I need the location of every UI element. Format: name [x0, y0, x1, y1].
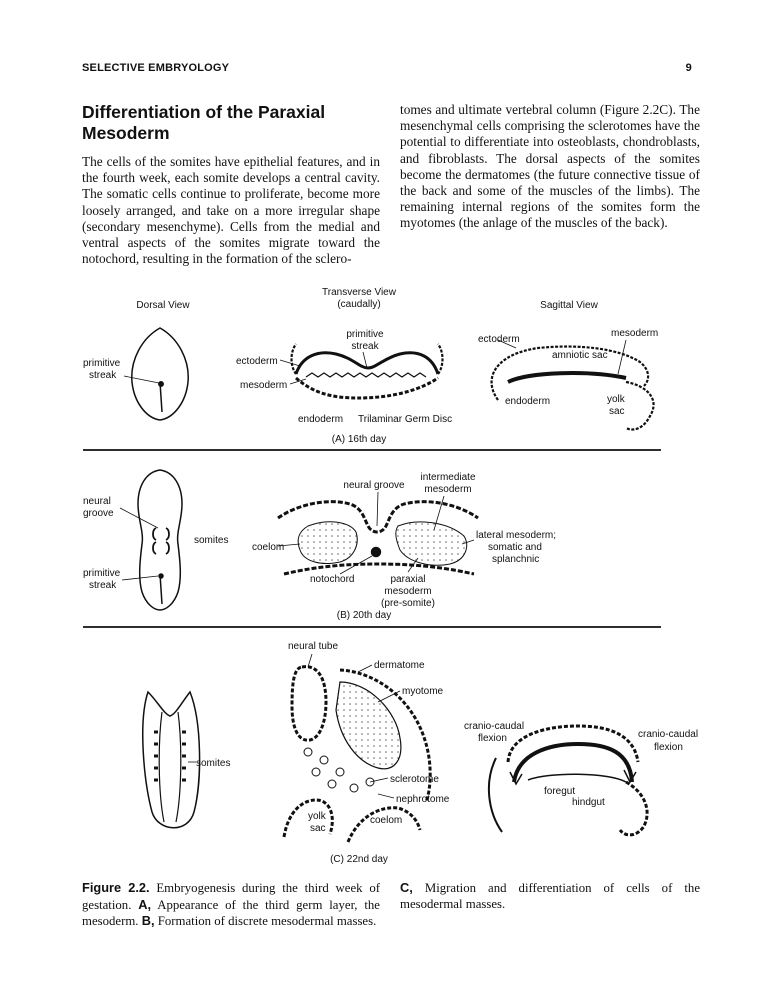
sagittal-yolk-sac — [626, 382, 654, 430]
label-yolk-sac-a2: sac — [609, 406, 625, 417]
neural-folds-c — [159, 712, 181, 822]
label-dermatome: dermatome — [374, 660, 425, 671]
ectoderm-layer — [296, 353, 438, 374]
label-mesoderm-a: mesoderm — [240, 380, 288, 391]
neural-tube-leader — [308, 654, 312, 667]
nephrotome-leader — [378, 794, 394, 798]
paraxial-mesoderm-right — [396, 522, 467, 565]
label-intermediate-2: mesoderm — [424, 484, 472, 495]
dermatome-leader — [358, 665, 372, 672]
embryo-c-outline — [143, 692, 200, 828]
label-yolk-sac-c1: yolk — [308, 811, 326, 822]
label-primitive-streak-a1: primitive — [83, 358, 121, 369]
label-neural-tube: neural tube — [288, 641, 339, 652]
label-neural-groove-b1: neural — [83, 496, 111, 507]
label-germ-disc: Trilaminar Germ Disc — [358, 414, 453, 425]
label-somites-b: somites — [194, 535, 229, 546]
notochord-circle — [372, 548, 381, 557]
label-primitive-streak-a2: streak — [89, 370, 117, 381]
flexion-yolk-right — [620, 782, 647, 835]
label-neural-groove-mid: neural groove — [343, 480, 405, 491]
page-number: 9 — [685, 62, 692, 74]
flexion-outer-left — [489, 758, 502, 832]
label-primitive-streak-b1: primitive — [83, 568, 121, 579]
label-foregut: foregut — [544, 786, 576, 797]
figure-caption-left — [82, 880, 380, 930]
label-sclerotome: sclerotome — [390, 774, 439, 785]
label-notochord: notochord — [310, 574, 355, 585]
caption-b-label: B, — [141, 913, 155, 929]
caption-c-label: C, — [400, 880, 413, 895]
label-yolk-sac-a1: yolk — [607, 394, 625, 405]
dorsal-embryo-b-outline — [138, 470, 182, 610]
label-flexion-right-2: flexion — [654, 742, 683, 753]
body-paragraph-left: The cells of the somites have epithelial features, and in the fourth week, each somite develops a central cavity. The somatic cells continue to proliferate, become more loosely arranged, and take on a more irregular shape (secondary mesenchyme). Cells from the medial and ventral aspects of the somites migrate toward the notochord, resulting in the formation of the sclero- — [82, 154, 380, 267]
label-flexion-left-1: cranio-caudal — [464, 721, 525, 732]
figure-2-2 — [78, 282, 698, 872]
label-lateral-1: lateral mesoderm; — [476, 530, 557, 541]
caption-20th-day: (B) 20th day — [336, 610, 392, 621]
label-flexion-right-1: cranio-caudal — [638, 729, 698, 740]
label-primitive-streak-mid1: primitive — [346, 329, 384, 340]
endoderm-b — [284, 564, 474, 574]
caption-22nd-day: (C) 22nd day — [330, 854, 388, 865]
running-head-title: SELECTIVE EMBRYOLOGY — [82, 62, 230, 74]
label-paraxial-1: paraxial — [390, 574, 426, 585]
label-coelom-b: coelom — [252, 542, 285, 553]
label-yolk-sac-c2: sac — [310, 823, 326, 834]
label-coelom-c: coelom — [370, 815, 403, 826]
neural-tube-outline — [292, 667, 326, 741]
paraxial-mesoderm-left — [298, 522, 357, 564]
body-paragraph-right: tomes and ultimate vertebral column (Figure 2.2C). The mesenchymal cells comprising the sclerotomes have the potential to differentiate into osteoblasts, chondroblasts, and fibroblasts. The dorsal aspects of the somites become the dermatomes (the future connective tissue of the back and some of the muscles of the limbs). The remaining internal regions of the somites form the myotomes (the anlage of the muscles of the back). — [400, 102, 700, 231]
label-hindgut: hindgut — [572, 797, 605, 808]
flexion-embryo — [514, 744, 632, 782]
amnion-right — [438, 344, 443, 374]
label-intermediate-1: intermediate — [420, 472, 476, 483]
flexion-gut — [528, 774, 626, 782]
label-primitive-streak-b2: streak — [89, 580, 117, 591]
section-heading: Differentiation of the Paraxial Mesoderm — [82, 102, 326, 143]
label-endoderm-sag: endoderm — [505, 396, 551, 407]
myotome-leader — [378, 691, 400, 702]
caption-b-text: Formation of discrete mesodermal masses. — [154, 914, 377, 929]
label-paraxial-2: mesoderm — [384, 586, 432, 597]
neural-groove-mid-leader — [377, 492, 378, 526]
caption-16th-day: (A) 16th day — [331, 434, 387, 445]
caption-text-a: Embryogenesis during the third week of gestation. — [82, 881, 380, 912]
somite-pair-right — [166, 528, 169, 554]
dorsal-view-title: Dorsal View — [136, 300, 190, 311]
label-lateral-3: splanchnic — [492, 554, 540, 565]
label-ectoderm-sag: ectoderm — [478, 334, 520, 345]
label-neural-groove-b2: groove — [83, 508, 114, 519]
sagittal-view-title: Sagittal View — [540, 300, 598, 311]
label-ectoderm-a: ectoderm — [236, 356, 278, 367]
text-column-right — [400, 102, 700, 232]
label-somites-c: somites — [196, 758, 231, 769]
label-endoderm-a: endoderm — [298, 414, 344, 425]
sagittal-embryo-disc — [508, 373, 626, 382]
amnion-left — [292, 344, 297, 374]
caption-a-label: A, — [138, 896, 152, 912]
figure-caption-right — [400, 880, 700, 912]
caption-figure-label: Figure 2.2. — [82, 880, 150, 895]
label-myotome: myotome — [402, 686, 444, 697]
label-amniotic-sac: amniotic sac — [552, 350, 608, 361]
dorsal-embryo-outline — [132, 328, 188, 420]
endoderm-layer — [296, 378, 438, 398]
text-column-left — [82, 102, 380, 267]
label-paraxial-3: (pre-somite) — [381, 598, 435, 609]
label-flexion-left-2: flexion — [478, 733, 507, 744]
label-lateral-2: somatic and — [488, 542, 542, 553]
running-head — [82, 62, 692, 82]
primitive-node-b — [159, 574, 163, 578]
label-primitive-streak-mid2: streak — [351, 341, 379, 352]
ectoderm-leader — [280, 360, 300, 366]
somite-pair-left — [153, 528, 156, 554]
caption-c-text: Migration and differentiation of cells of the mesodermal masses. — [400, 881, 700, 911]
sag-mesoderm-leader — [618, 340, 626, 374]
transverse-view-subtitle: (caudally) — [337, 299, 381, 310]
caption-a-text: Appearance of the third germ layer, the mesoderm. — [82, 897, 380, 929]
mesoderm-cells — [306, 373, 426, 377]
label-mesoderm-sag: mesoderm — [611, 328, 659, 339]
figure-drawing — [78, 282, 698, 872]
primitive-node — [159, 382, 163, 386]
label-nephrotome: nephrotome — [396, 794, 450, 805]
transverse-view-title: Transverse View — [322, 287, 396, 298]
primitive-streak-leader — [124, 376, 159, 383]
